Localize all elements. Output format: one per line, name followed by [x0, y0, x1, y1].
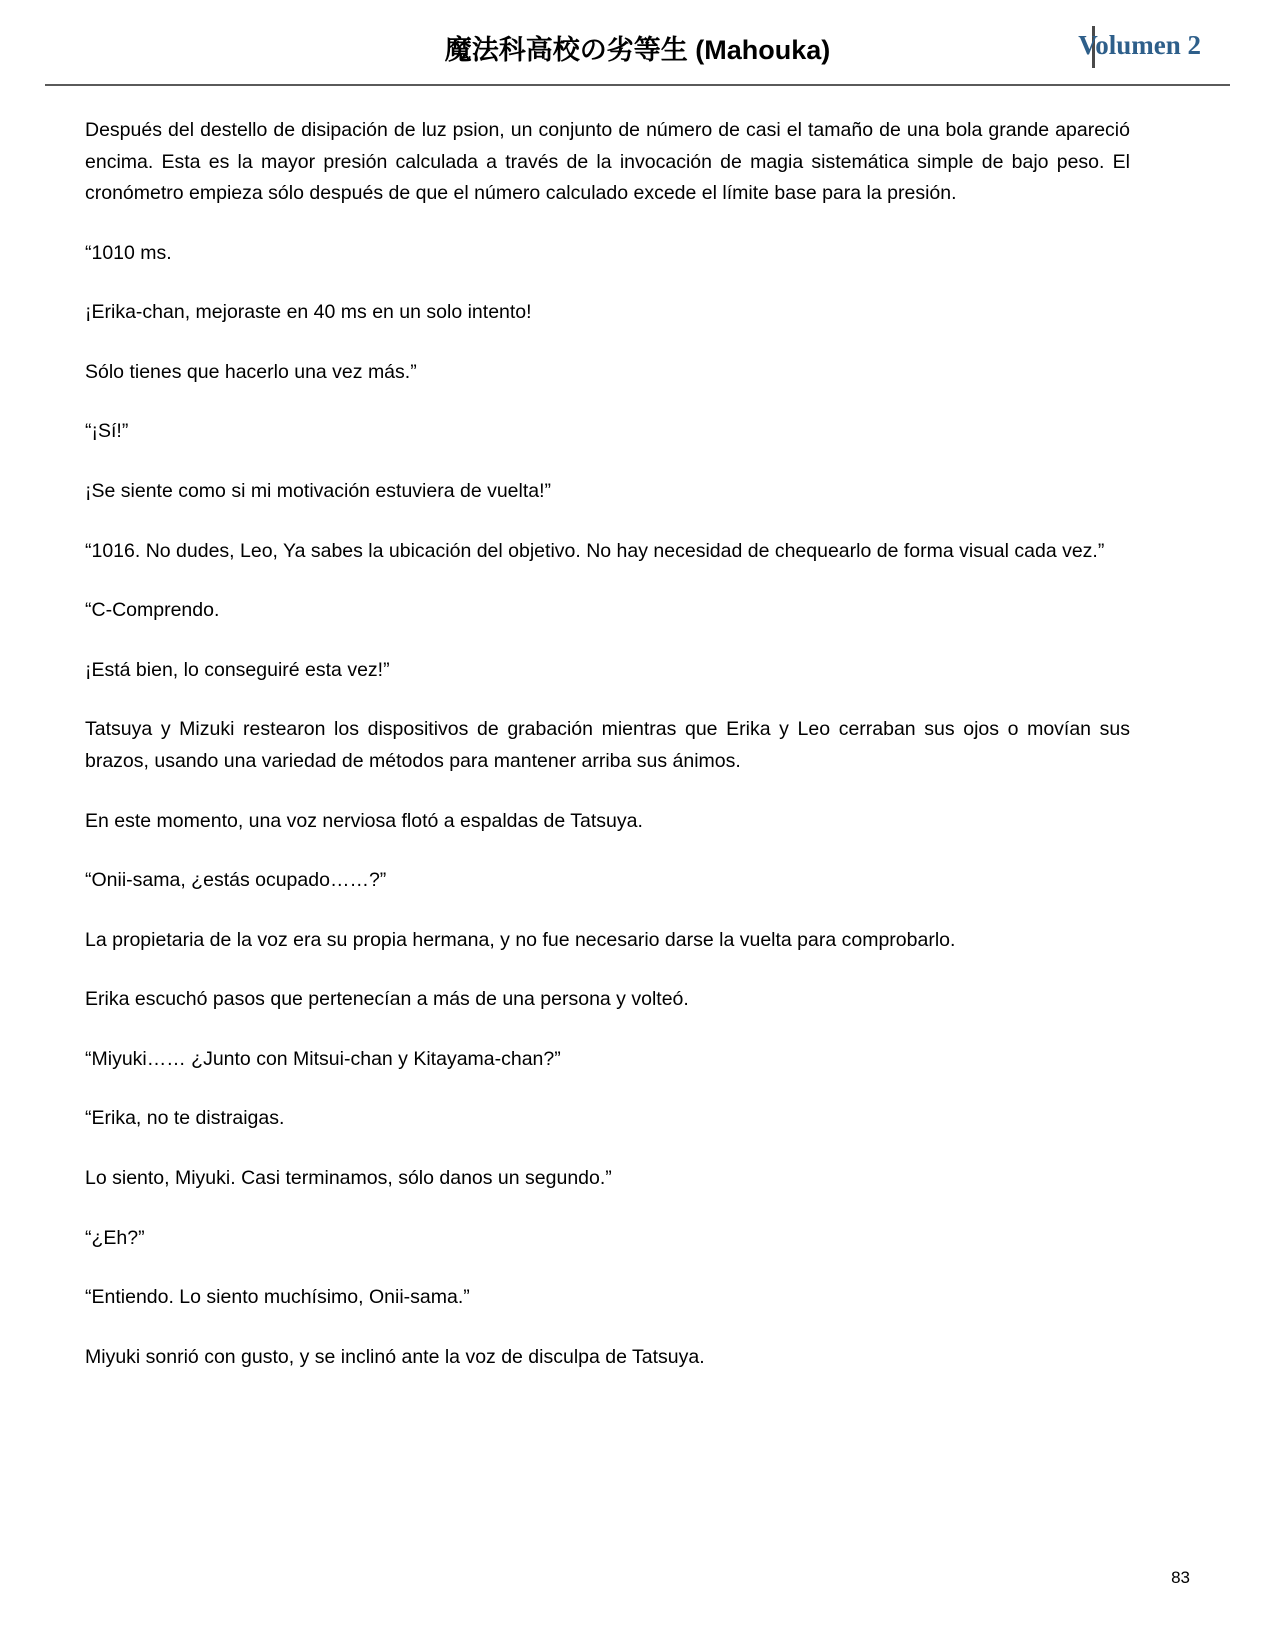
paragraph: La propietaria de la voz era su propia hermana, y no fue necesario darse la vuelta para comprobarlo. [85, 928, 956, 951]
paragraph: Miyuki sonrió con gusto, y se inclinó ante la voz de disculpa de Tatsuya. [85, 1345, 705, 1368]
paragraph: “1016. No dudes, Leo, Ya sabes la ubicación del objetivo. No hay necesidad de chequearlo de forma visual cada vez.” [85, 539, 1105, 562]
paragraph: Después del destello de disipación de luz psion, un conjunto de número de casi el tamaño de una bola grande apareció encima. Esta es la mayor presión calculada a través de la invocación de magia sistemática simple de bajo peso. El cronómetro empieza sólo después de que el número calculado excede el límite base para la presión. [85, 119, 1130, 205]
paragraph: ¡Está bien, lo conseguiré esta vez!” [85, 658, 390, 681]
paragraph: “¿Eh?” [85, 1226, 145, 1249]
paragraph: “Miyuki…… ¿Junto con Mitsui-chan y Kitayama-chan?” [85, 1047, 561, 1070]
paragraph: Tatsuya y Mizuki restearon los dispositivos de grabación mientras que Erika y Leo cerraban sus ojos o movían sus brazos, usando una variedad de métodos para mantener arriba sus ánimos. [85, 718, 1130, 772]
paragraph: “1010 ms. [85, 241, 172, 264]
header-horizontal-rule [45, 84, 1230, 86]
paragraph: Lo siento, Miyuki. Casi terminamos, sólo danos un segundo.” [85, 1166, 612, 1189]
page-number: 83 [1171, 1568, 1190, 1587]
paragraph: Erika escuchó pasos que pertenecían a más de una persona y volteó. [85, 988, 689, 1011]
paragraph: “Erika, no te distraigas. [85, 1107, 285, 1130]
page-header [0, 0, 1275, 86]
paragraph: Sólo tienes que hacerlo una vez más.” [85, 360, 417, 383]
paragraph: “¡Sí!” [85, 420, 129, 443]
header-title-japanese: 魔法科高校の劣等生 [444, 35, 688, 66]
paragraph: ¡Erika-chan, mejoraste en 40 ms en un solo intento! [85, 301, 532, 324]
paragraph: ¡Se siente como si mi motivación estuviera de vuelta!” [85, 480, 552, 503]
paragraph: “Onii-sama, ¿estás ocupado……?” [85, 869, 387, 892]
body-text [85, 115, 1130, 1401]
paragraph: En este momento, una voz nerviosa flotó a espaldas de Tatsuya. [85, 809, 643, 832]
header-volume-label: Volumen 2 [1078, 30, 1201, 60]
paragraph: “C-Comprendo. [85, 599, 220, 622]
header-title-romaji: (Mahouka) [687, 35, 831, 65]
paragraph: “Entiendo. Lo siento muchísimo, Onii-sama.” [85, 1286, 470, 1309]
